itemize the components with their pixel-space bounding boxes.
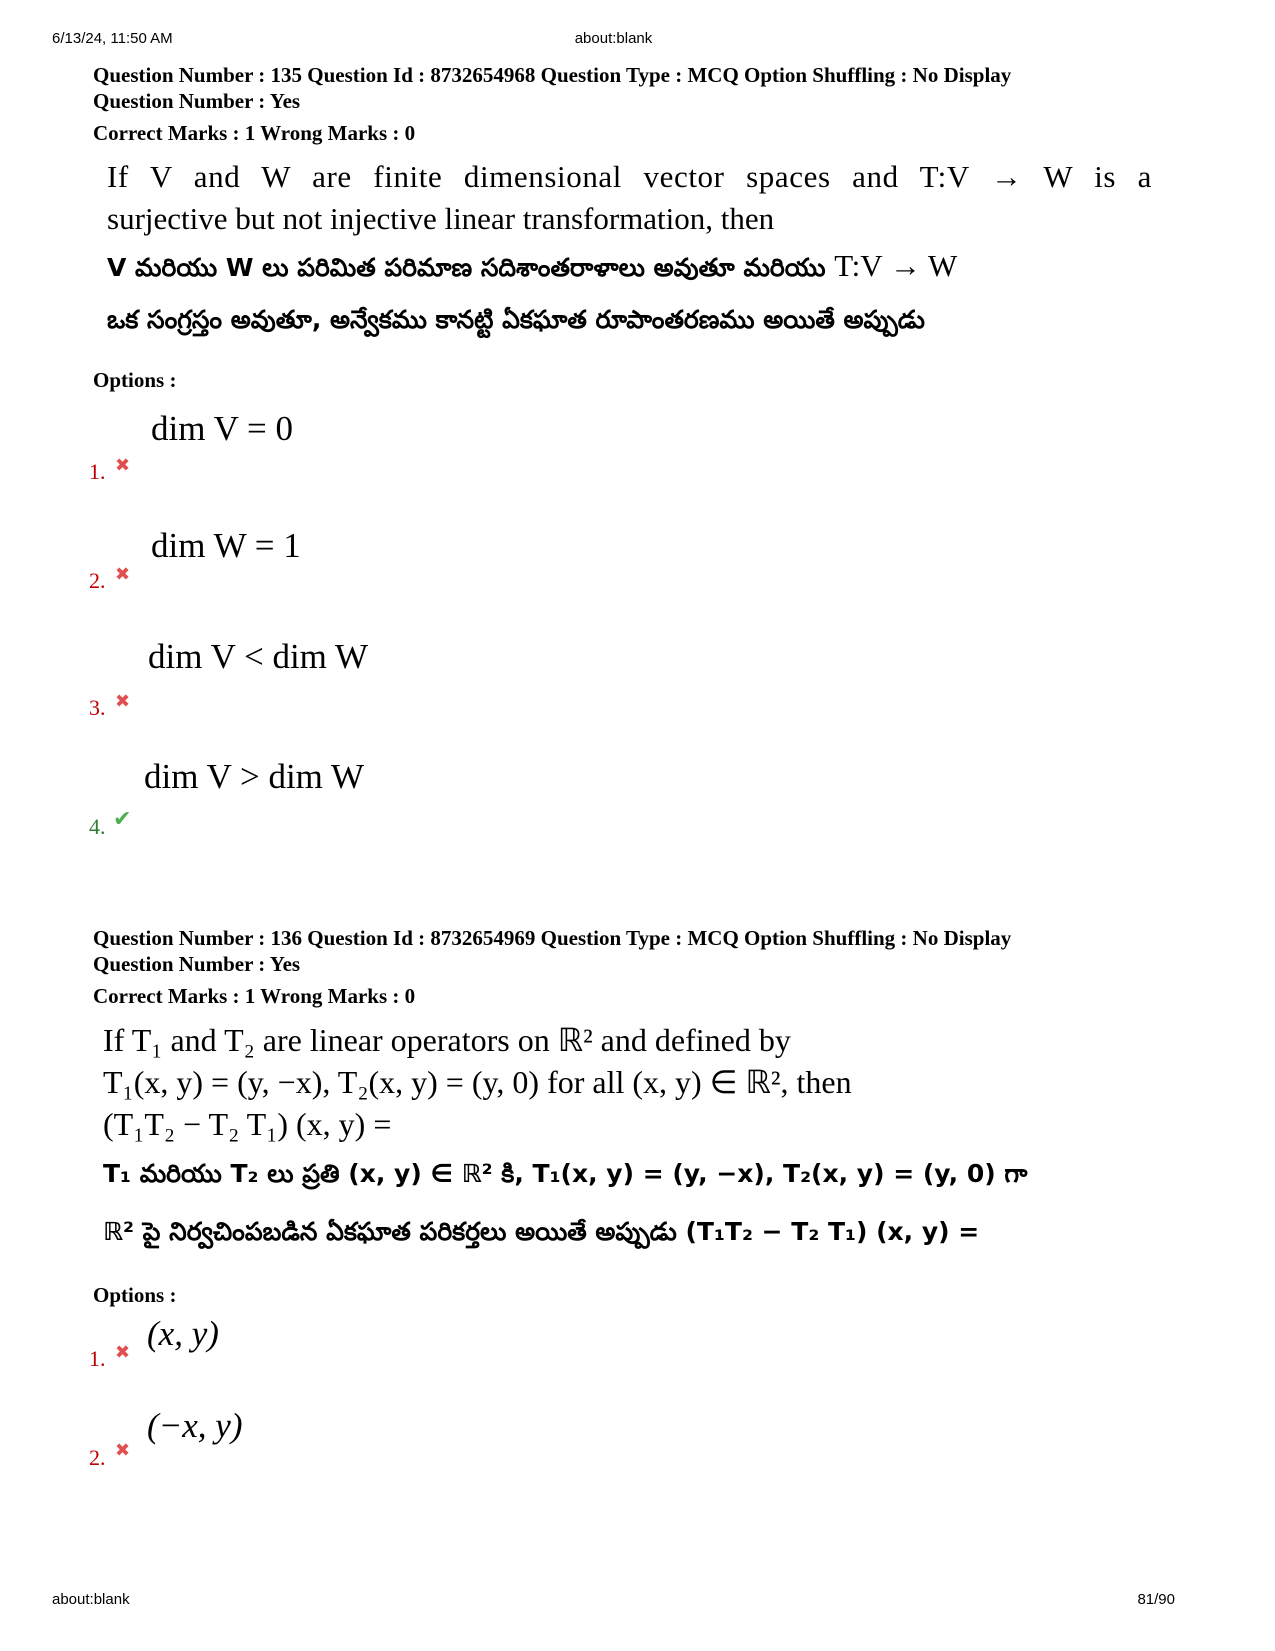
cross-icon: ✖ xyxy=(115,1440,131,1461)
options-label: Options : xyxy=(93,1283,177,1307)
question-text-te-line1-math: T:V → W xyxy=(834,248,958,283)
option-text: dim V = 0 xyxy=(151,409,293,448)
question-text-en-line2: surjective but not injective linear transformation, then xyxy=(107,201,775,236)
option-number: 2. xyxy=(89,1445,106,1470)
checkmark-icon: ✔ xyxy=(113,807,132,832)
question-meta: Question Number : 135 Question Id : 8732654968 Question Type : MCQ Option Shuffling : No Display xyxy=(93,63,1012,87)
option-number: 1. xyxy=(89,459,106,484)
question-135 xyxy=(89,62,1152,839)
option-text: dim V < dim W xyxy=(148,637,369,676)
option-text: dim W = 1 xyxy=(151,526,301,565)
option-text: (−x, y) xyxy=(147,1406,243,1445)
cross-icon: ✖ xyxy=(115,691,131,712)
page-number: 81/90 xyxy=(1137,1591,1175,1608)
option-number: 3. xyxy=(89,695,106,720)
option-text: dim V > dim W xyxy=(144,757,365,796)
question-text-en-line3: (T₁T₂ − T₂ T₁) (x, y) = xyxy=(103,1106,392,1142)
print-title: about:blank xyxy=(574,30,653,47)
question-marks: Correct Marks : 1 Wrong Marks : 0 xyxy=(93,121,416,145)
question-meta: Question Number : 136 Question Id : 8732654969 Question Type : MCQ Option Shuffling : No Display xyxy=(93,926,1012,950)
question-text xyxy=(103,1019,1143,1261)
question-text-te-line2: ఒక సంగ్రస్తం అవుతూ, అన్వేకము కానట్టి ఏకఘాత రూపాంతరణము అయితే అప్పుడు xyxy=(107,305,925,334)
option-number: 2. xyxy=(89,568,106,593)
option-number: 4. xyxy=(89,814,106,839)
question-text-te-line1 xyxy=(107,240,1143,294)
question-text xyxy=(107,156,1152,346)
question-text-en-line1: If V and W are finite dimensional vector spaces and T:V → W is a xyxy=(107,159,1152,194)
question-text-te-line1: T₁ మరియు T₂ లు ప్రతి (x, y) ∈ ℝ² కి, T₁(x, y) = (y, −x), T₂(x, y) = (y, 0) గా xyxy=(103,1159,1028,1188)
option-number: 1. xyxy=(89,1346,106,1371)
question-text-te-line1-text: V మరియు W లు పరిమిత పరిమాణ సదిశాంతరాళాలు అవుతూ మరియు xyxy=(107,253,826,282)
print-datetime: 6/13/24, 11:50 AM xyxy=(52,30,173,47)
option-text: (x, y) xyxy=(147,1314,219,1353)
cross-icon: ✖ xyxy=(115,564,131,585)
question-text-en-line1: If T₁ and T₂ are linear operators on ℝ² and defined by xyxy=(103,1022,791,1058)
cross-icon: ✖ xyxy=(115,1342,131,1363)
options-label: Options : xyxy=(93,368,177,392)
print-footer xyxy=(52,1591,1175,1608)
question-text-en-line2: T₁(x, y) = (y, −x), T₂(x, y) = (y, 0) for all (x, y) ∈ ℝ², then xyxy=(103,1064,852,1100)
question-meta-display: Question Number : Yes xyxy=(93,952,301,976)
print-url: about:blank xyxy=(52,1591,130,1608)
cross-icon: ✖ xyxy=(115,455,131,476)
question-text-te-line2: ℝ² పై నిర్వచింపబడిన ఏకఘాత పరికర్తలు అయితే అప్పుడు (T₁T₂ − T₂ T₁) (x, y) = xyxy=(103,1217,980,1246)
question-marks: Correct Marks : 1 Wrong Marks : 0 xyxy=(93,984,416,1008)
print-header xyxy=(52,30,1175,47)
question-136 xyxy=(89,925,1143,1470)
question-meta-display: Question Number : Yes xyxy=(93,89,301,113)
